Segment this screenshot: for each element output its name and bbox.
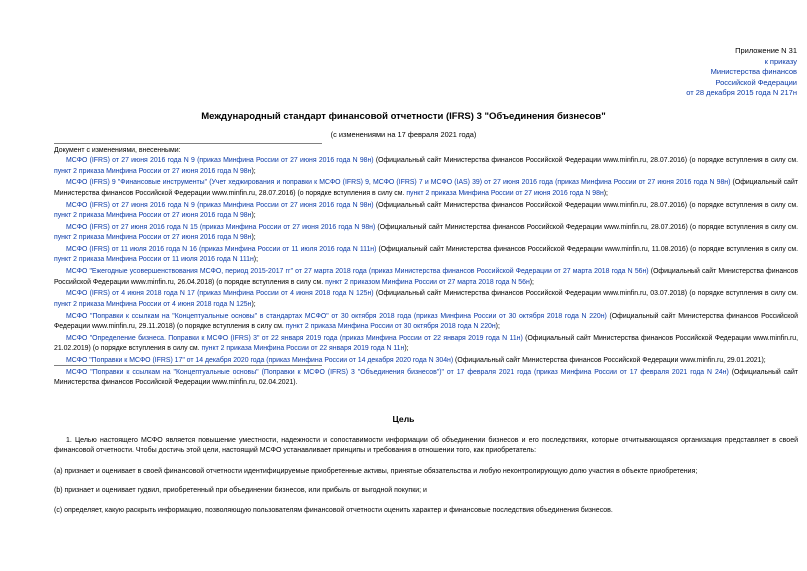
change-entry-tail: ); (251, 211, 256, 219)
change-entry-effective-link[interactable]: пункт 2 приказа Минфина России от 22 января 2019 года N 11н (201, 345, 405, 353)
change-entry-effective-link[interactable]: пункт 2 приказа Минфина России от 27 июня 2016 года N 98н (54, 167, 252, 175)
change-entry-text: (Официальный сайт Министерства финансов Российской Федерации www.minfin.ru, 02.04.2021). (54, 368, 798, 387)
goal-item-a: (a) признает и оценивает в своей финансовой отчетности идентифицируемые приобретенные активы, принятые обязательства и любую неконтролирующую долю участия в объекте приобретения; (54, 468, 698, 475)
appendix-federation-link[interactable]: Российской Федерации (715, 77, 797, 87)
change-entry-tail: ); (251, 167, 256, 175)
change-entry (54, 156, 798, 177)
change-entry (54, 312, 798, 333)
change-entry (54, 245, 798, 266)
changes-bottom-divider (54, 365, 322, 366)
change-entry (54, 201, 798, 222)
change-entry-text: (Официальный сайт Министерства финансов Российской Федерации www.minfin.ru, 28.07.2016) (о порядке вступления в силу см. (375, 223, 798, 231)
change-entry-link[interactable]: МСФО (IFRS) от 27 июня 2016 года N 9 (приказ Минфина России от 27 июня 2016 года N 98н) (66, 157, 374, 165)
appendix-date-link[interactable]: от 28 декабря 2015 года N 217н (686, 88, 797, 98)
change-entry-effective-link[interactable]: пункт 2 приказа Минфина России от 30 октября 2018 года N 220н (285, 322, 496, 330)
goal-paragraph-1: 1. Целью настоящего МСФО является повышение уместности, надежности и сопоставимости информации об объединении бизнесов и его последствиях, которые отчитывающаяся организация представляет в своей финансовой отчетности. Чтобы достичь этой цели, настоящий МСФО устанавливает принципы и требования в отношении того, как приобретатель: (54, 437, 798, 455)
change-entry-effective-link[interactable]: пункт 2 приказом Минфина России от 27 марта 2018 года N 56н (325, 278, 530, 286)
changes-header: Документ с изменениями, внесенными: (54, 147, 181, 154)
change-entry (54, 289, 798, 310)
appendix-block (567, 46, 797, 99)
change-entry-tail: ); (253, 256, 259, 264)
changes-list (54, 146, 798, 390)
change-entry-tail: ); (404, 345, 409, 353)
change-entry-link[interactable]: МСФО (IFRS) от 11 июля 2016 года N 16 (приказ Минфина России от 11 июля 2016 года N 111н) (66, 246, 377, 254)
change-entry-link[interactable]: МСФО (IFRS) от 4 июня 2018 года N 17 (приказ Минфина России от 4 июня 2018 года N 125н) (66, 290, 374, 298)
change-entry-text: (Официальный сайт Министерства финансов Российской Федерации www.minfin.ru, 28.07.2016) (о порядке вступления в силу см. (54, 179, 798, 197)
change-entry-link[interactable]: МСФО (IFRS) от 27 июня 2016 года N 9 (приказ Минфина России от 27 июня 2016 года N 98н) (66, 201, 374, 209)
change-entry-tail: ); (251, 300, 256, 308)
change-entry-link[interactable]: МСФО "Определение бизнеса. Поправки к МСФО (IFRS) 3" от 22 января 2019 года (приказ Минфина России от 22 января 2019 года N 11н) (66, 334, 523, 342)
goal-item-c: (c) определяет, какую раскрыть информацию, позволяющую пользователям финансовой отчетности оценить характер и финансовые последствия объединения бизнесов. (54, 507, 613, 514)
change-entry-tail: ); (251, 234, 256, 242)
change-entry-link[interactable]: МСФО "Поправки к МСФО (IFRS) 17" от 14 декабря 2020 года (приказ Минфина России от 14 декабря 2020 года N 304н) (66, 356, 454, 364)
change-entry (54, 334, 798, 355)
appendix-order-link[interactable]: к приказу (764, 56, 797, 66)
change-entry-text: (Официальный сайт Министерства финансов Российской Федерации www.minfin.ru, 29.01.2021); (453, 356, 766, 364)
change-entry-text: (Официальный сайт Министерства финансов Российской Федерации www.minfin.ru, 21.02.2019) (о порядке вступления в силу см. (54, 334, 798, 353)
change-entry-text: (Официальный сайт Министерства финансов Российской Федерации www.minfin.ru, 28.07.2016) (о порядке вступления в силу см. (373, 201, 798, 209)
change-entry (54, 223, 798, 244)
change-entry-tail: ); (529, 278, 534, 286)
change-entry-link[interactable]: МСФО "Поправки к ссылкам на "Концептуальные основы" в стандартах МСФО" от 30 октября 2018 года (приказ Минфина России от 30 октября 2018 года N 220н) (66, 312, 607, 320)
changes-top-divider (54, 143, 322, 144)
document-subtitle: (с изменениями на 17 февраля 2021 года) (330, 130, 477, 139)
change-entry-effective-link[interactable]: пункт 2 приказа Минфина России от 4 июня 2018 года N 125н (54, 300, 252, 308)
change-entry-effective-link[interactable]: пункт 2 приказа Минфина России от 27 июня 2016 года N 98н (406, 189, 604, 197)
change-entry-tail: ); (603, 189, 608, 197)
appendix-number: Приложение N 31 (735, 46, 797, 55)
change-entry-text: (Официальный сайт Министерства финансов Российской Федерации www.minfin.ru, 11.08.2016) (о порядке вступления в силу см. (376, 246, 798, 254)
change-entry-effective-link[interactable]: пункт 2 приказа Минфина России от 11 июля 2016 года N 111н (54, 256, 254, 264)
change-entry-link[interactable]: МСФО (IFRS) 9 "Финансовые инструменты" (Учет хеджирования и поправки к МСФО (IFRS) 9, МСФО (IFRS) 7 и МСФО (IAS) 39) от 27 июня 2016 года (приказ Минфина России от 27 июня 2016 года N 98н) (66, 179, 731, 187)
change-entry (54, 178, 798, 199)
change-entry-link[interactable]: МСФО "Ежегодные усовершенствования МСФО, период 2015-2017 гг" от 27 марта 2018 года (приказ Министерства финансов Российской Федерации от 27 марта 2018 года N 56н) (66, 268, 649, 276)
change-entry-link[interactable]: МСФО (IFRS) от 27 июня 2016 года N 15 (приказ Минфина России от 27 июня 2016 года N 98н) (66, 223, 376, 231)
change-entry-text: (Официальный сайт Министерства финансов Российской Федерации www.minfin.ru, 29.11.2018) (о порядке вступления в силу см. (54, 312, 798, 330)
change-entry-link[interactable]: МСФО "Поправки к ссылкам на "Концептуальные основы" (Поправки к МСФО (IFRS) 3 "Объединения бизнесов")" от 17 февраля 2021 года (приказ Минфина России от 17 февраля 2021 года N 24н) (66, 368, 729, 376)
change-entry-tail: ); (495, 322, 500, 330)
goal-heading: Цель (392, 414, 415, 424)
change-entry (54, 368, 798, 389)
change-entry-text: (Официальный сайт Министерства финансов Российской Федерации www.minfin.ru, 26.04.2018) (о порядке вступления в силу см. (54, 268, 799, 286)
change-entry-effective-link[interactable]: пункт 2 приказа Минфина России от 27 июня 2016 года N 98н (54, 234, 252, 242)
change-entry-effective-link[interactable]: пункт 2 приказа Минфина России от 27 июня 2016 года N 98н (54, 211, 252, 219)
change-entry-text: (Официальный сайт Министерства финансов Российской Федерации www.minfin.ru, 03.07.2018) (о порядке вступления в силу см. (373, 290, 798, 298)
appendix-ministry-link[interactable]: Министерства финансов (710, 67, 797, 77)
goal-item-b: (b) признает и оценивает гудвил, приобретенный при объединении бизнесов, или прибыль от выгодной покупки; и (54, 487, 427, 494)
document-title: Международный стандарт финансовой отчетности (IFRS) 3 "Объединения бизнесов" (201, 111, 606, 122)
change-entry-text: (Официальный сайт Министерства финансов Российской Федерации www.minfin.ru, 28.07.2016) (о порядке вступления в силу см. (373, 157, 798, 165)
change-entry (54, 267, 798, 288)
